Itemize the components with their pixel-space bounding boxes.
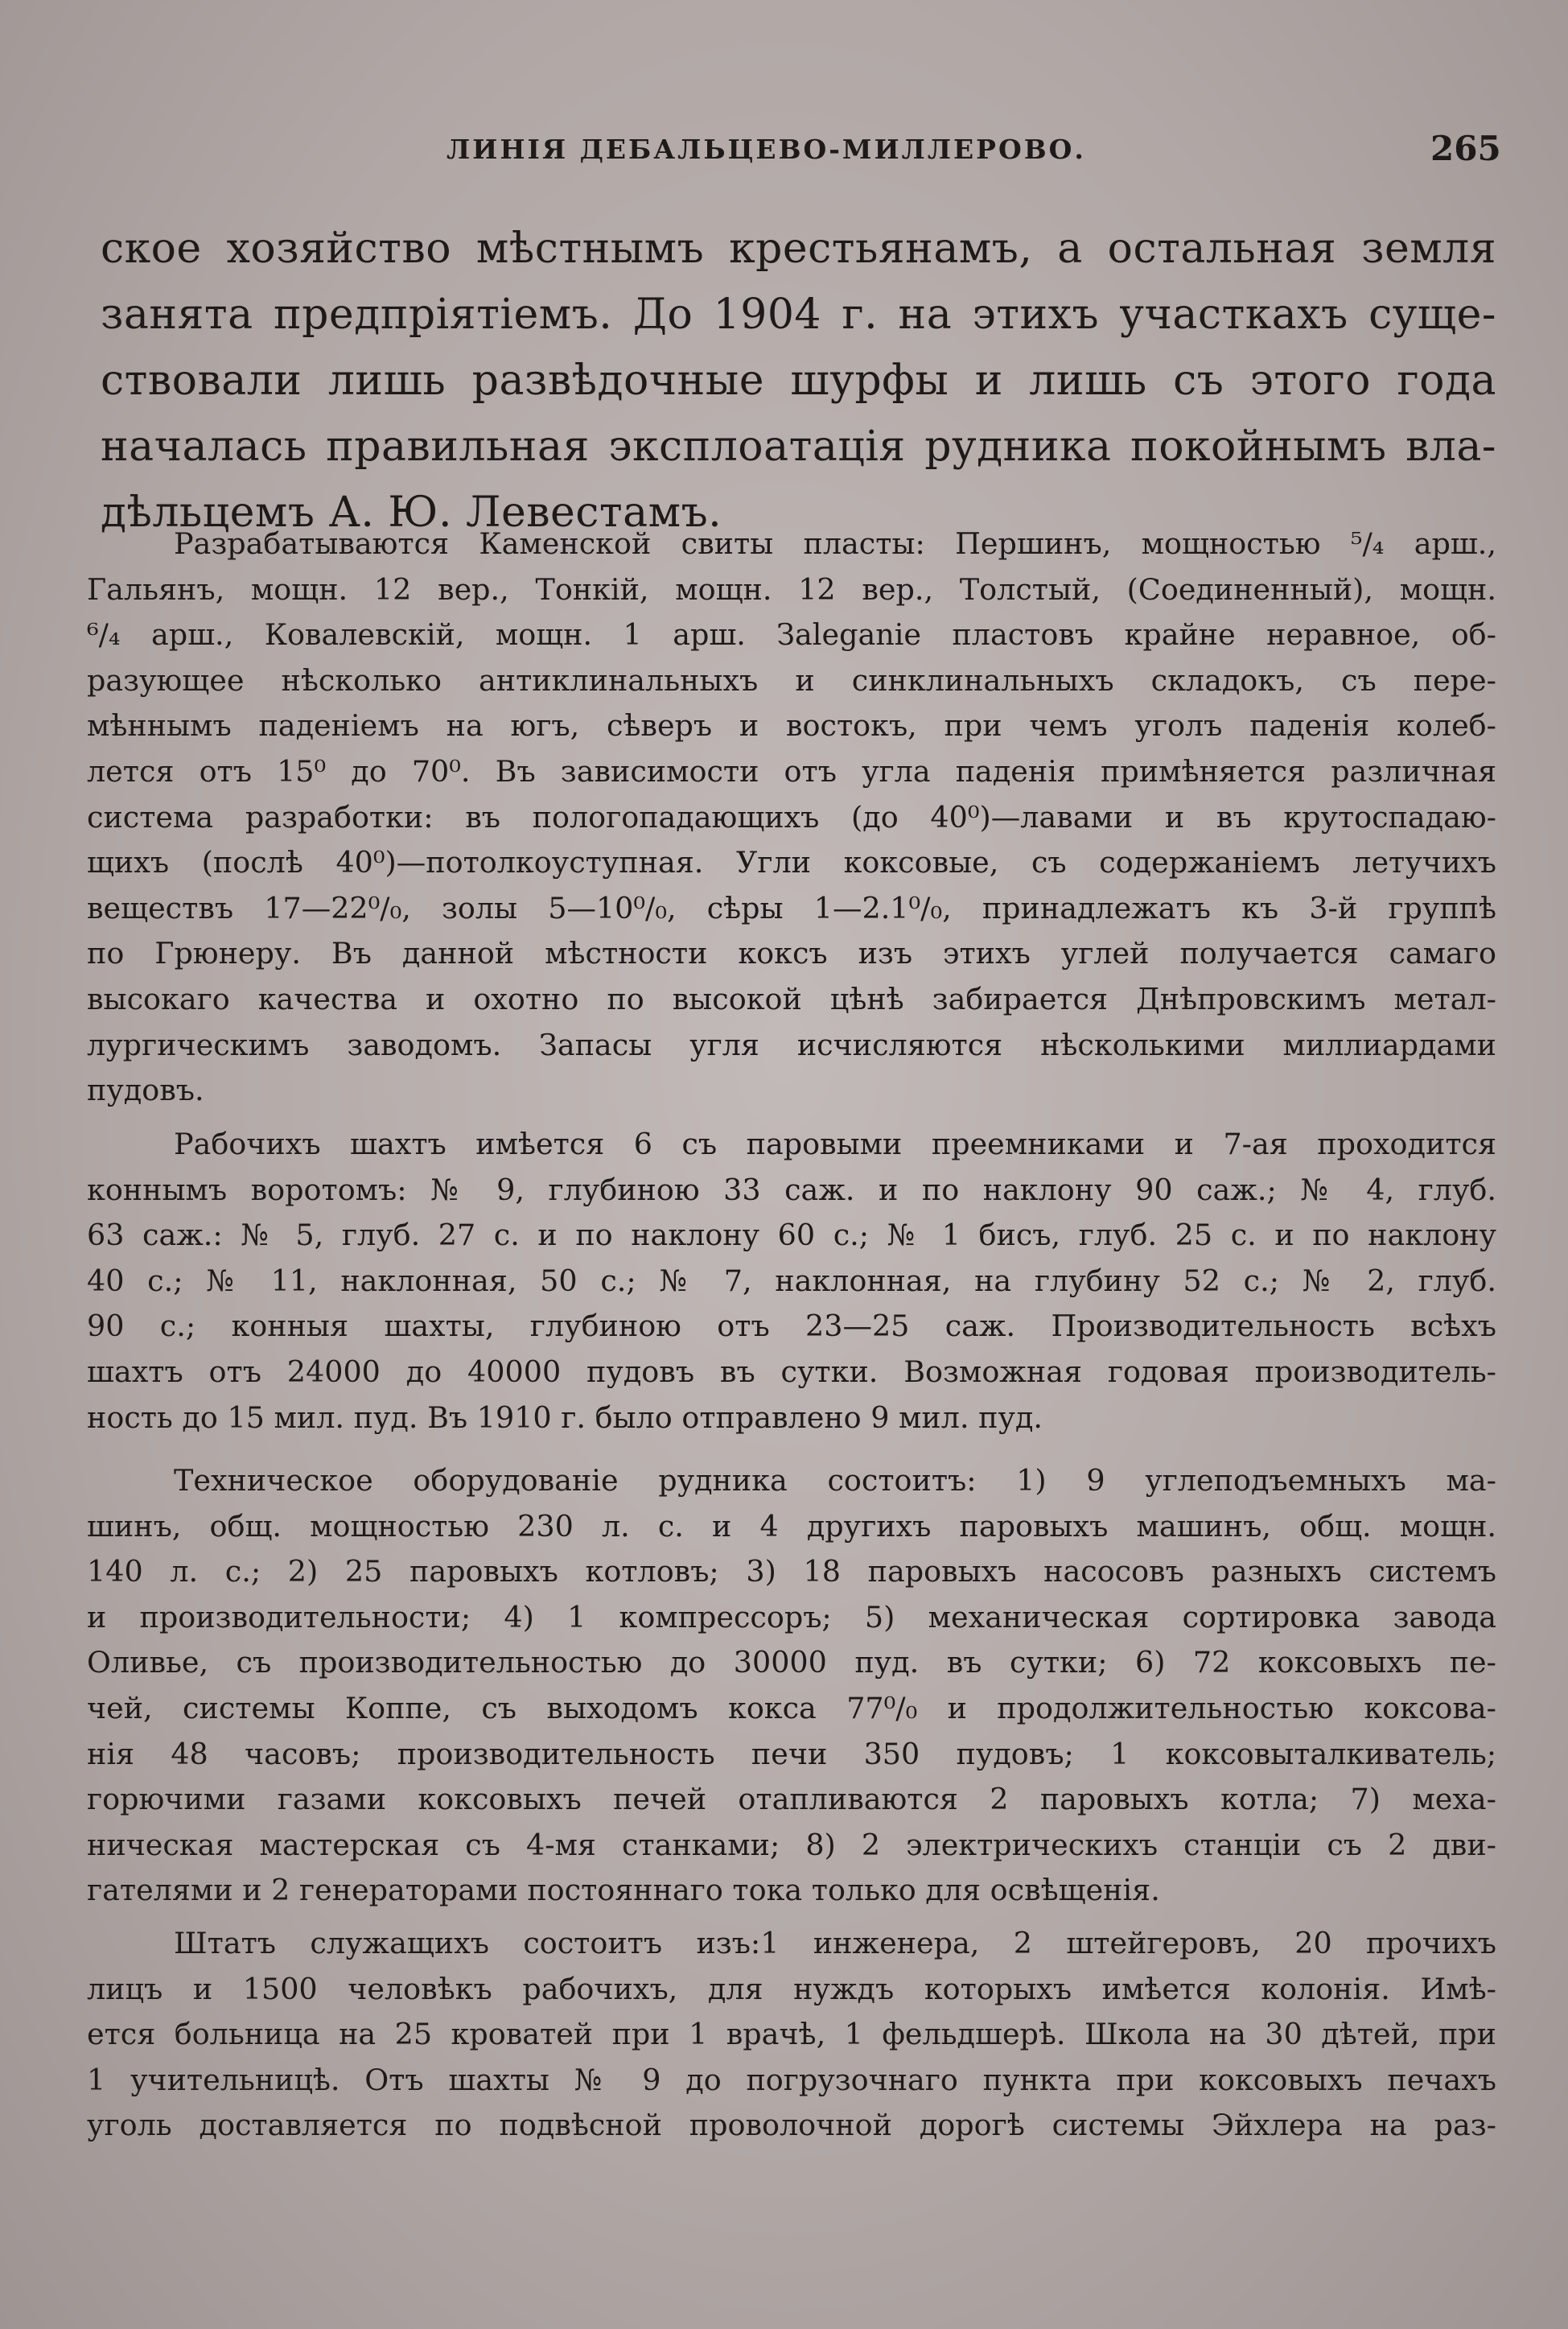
text-line: ствовали лишь развѣдочные шурфы и лишь съ этого года	[101, 357, 1496, 405]
text-line: Штатъ служащихъ состоитъ изъ:1 инженера, 2 штейгеровъ, 20 прочихъ	[174, 1926, 1496, 1960]
text-line: 63 саж.: № 5, глуб. 27 с. и по наклону 60 с.; № 1 бисъ, глуб. 25 с. и по наклону	[87, 1218, 1496, 1253]
text-line: высокаго качества и охотно по высокой цѣнѣ забирается Днѣпровскимъ метал-	[87, 981, 1496, 1016]
text-line: ется больница на 25 кроватей при 1 врачѣ, 1 фельдшерѣ. Школа на 30 дѣтей, при	[87, 2017, 1496, 2052]
text-line: 1 учительницѣ. Отъ шахты № 9 до погрузочнаго пункта при коксовыхъ печахъ	[87, 2062, 1496, 2097]
text-line: чей, системы Коппе, съ выходомъ кокса 77⁰/₀ и продолжительностью коксова-	[87, 1690, 1496, 1725]
text-line: мѣннымъ паденіемъ на югъ, сѣверъ и востокъ, при чемъ уголъ паденія колеб-	[87, 708, 1496, 744]
text-line: разующее нѣсколько антиклинальныхъ и синклинальныхъ складокъ, съ пере-	[87, 662, 1496, 698]
text-line: коннымъ воротомъ: № 9, глубиною 33 саж. и по наклону 90 саж.; № 4, глуб.	[87, 1172, 1496, 1207]
text-line: лицъ и 1500 человѣкъ рабочихъ, для нуждъ которыхъ имѣется колонія. Имѣ-	[87, 1971, 1496, 2006]
text-line: ность до 15 мил. пуд. Въ 1910 г. было отправлено 9 мил. пуд.	[87, 1399, 1043, 1435]
text-line: система разработки: въ пологопадающихъ (до 40⁰)—лавами и въ крутоспадаю-	[87, 799, 1496, 835]
text-line: 140 л. с.; 2) 25 паровыхъ котловъ; 3) 18 паровыхъ насосовъ разныхъ системъ	[87, 1554, 1496, 1589]
text-line: ническая мастерская съ 4-мя станками; 8) 2 электрическихъ станціи съ 2 дви-	[87, 1827, 1496, 1862]
text-line: 90 с.; конныя шахты, глубиною отъ 23—25 саж. Производительность всѣхъ	[87, 1309, 1496, 1344]
text-line: и производительности; 4) 1 компрессоръ; 5) механическая сортировка завода	[87, 1599, 1496, 1634]
text-line: веществъ 17—22⁰/₀, золы 5—10⁰/₀, сѣры 1—2.1⁰/₀, принадлежатъ къ 3-й группѣ	[87, 890, 1496, 925]
text-line: шахтъ отъ 24000 до 40000 пудовъ въ сутки. Возможная годовая производитель-	[87, 1354, 1496, 1389]
text-line: пудовъ.	[87, 1073, 204, 1108]
text-line: ское хозяйство мѣстнымъ крестьянамъ, а остальная земля	[101, 225, 1496, 273]
running-head: ЛИНІЯ ДЕБАЛЬЦЕВО-МИЛЛЕРОВО.	[447, 134, 1086, 165]
text-line: ⁶/₄ арш., Ковалевскій, мощн. 1 арш. Заleganie пластовъ крайне неравное, об-	[87, 617, 1496, 653]
text-line: нія 48 часовъ; производительность печи 350 пудовъ; 1 коксовыталкиватель;	[87, 1736, 1496, 1771]
page-number: 265	[1430, 129, 1501, 168]
text-line: по Грюнеру. Въ данной мѣстности коксъ изъ этихъ углей получается самаго	[87, 936, 1496, 971]
paragraph-seams	[87, 521, 1496, 1114]
text-line: шинъ, общ. мощностью 230 л. с. и 4 другихъ паровыхъ машинъ, общ. мощн.	[87, 1508, 1496, 1544]
paragraph-equipment	[87, 1458, 1496, 1914]
paragraph-staff	[87, 1921, 1496, 2149]
text-line: горючими газами коксовыхъ печей отапливаются 2 паровыхъ котла; 7) меха-	[87, 1782, 1496, 1817]
text-line: Гальянъ, мощн. 12 вер., Тонкій, мощн. 12 вер., Толстый, (Соединенный), мощн.	[87, 571, 1496, 607]
page-header	[0, 129, 1568, 182]
text-line: 40 с.; № 11, наклонная, 50 с.; № 7, наклонная, на глубину 52 с.; № 2, глуб.	[87, 1263, 1496, 1298]
text-line: гателями и 2 генераторами постояннаго тока только для освѣщенія.	[87, 1873, 1160, 1908]
text-line: началась правильная эксплоатація рудника покойнымъ вла-	[101, 423, 1496, 471]
text-line: занята предпріятіемъ. До 1904 г. на этихъ участкахъ суще-	[101, 291, 1496, 339]
text-line: Рабочихъ шахтъ имѣется 6 съ паровыми преемниками и 7-ая проходится	[174, 1127, 1496, 1161]
text-line: Техническое оборудованіе рудника состоитъ: 1) 9 углеподъемныхъ ма-	[174, 1463, 1496, 1498]
text-line: дѣльцемъ А. Ю. Левестамъ.	[101, 488, 722, 537]
text-line: Разрабатываются Каменской свиты пласты: Першинъ, мощностью ⁵/₄ арш.,	[174, 526, 1496, 561]
text-line: уголь доставляется по подвѣсной проволочной дорогѣ системы Эйхлера на раз-	[87, 2108, 1496, 2143]
text-line: щихъ (послѣ 40⁰)—потолкоуступная. Угли коксовые, съ содержаніемъ летучихъ	[87, 845, 1496, 880]
text-line: Оливье, съ производительностью до 30000 пуд. въ сутки; 6) 72 коксовыхъ пе-	[87, 1645, 1496, 1680]
text-line: лургическимъ заводомъ. Запасы угля исчисляются нѣсколькими миллиардами	[87, 1027, 1496, 1062]
lead-paragraph	[101, 216, 1496, 546]
paragraph-shafts	[87, 1122, 1496, 1441]
text-line: лется отъ 15⁰ до 70⁰. Въ зависимости отъ угла паденія примѣняется различная	[87, 753, 1496, 789]
